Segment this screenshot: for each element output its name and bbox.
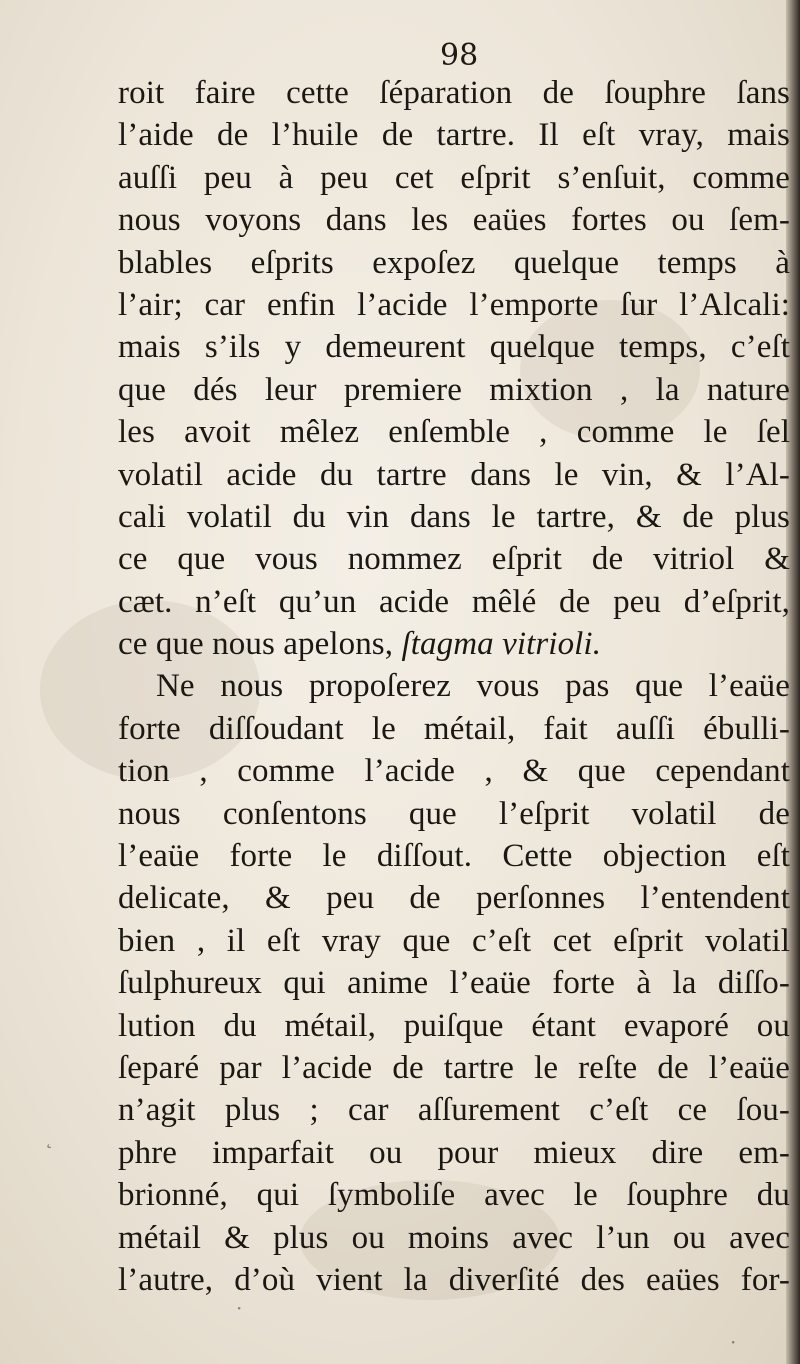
text-body — [118, 72, 790, 1301]
paragraph-first-line: Ne nous propoſerez vous pas que l’eaüe — [156, 668, 790, 705]
text-line: n’agit plus ; car aſſurement c’eſt ce ſou- — [118, 1092, 790, 1129]
text-line: delicate, & peu de perſonnes l’entendent — [118, 880, 790, 917]
text-line-prefix: ce que nous apelons, — [118, 626, 402, 663]
text-line: ſulphureux qui anime l’eaüe forte à la diſſo- — [118, 965, 790, 1002]
text-line: nous voyons dans les eaües fortes ou ſem- — [118, 202, 790, 239]
text-line: auſſi peu à peu cet eſprit s’enſuit, comme — [118, 159, 790, 196]
text-line: l’air; car enfin l’acide l’emporte ſur l’Alcali: — [118, 286, 790, 323]
text-line: l’aide de l’huile de tartre. Il eſt vray, mais — [118, 117, 790, 154]
text-line: les avoit mêlez enſemble , comme le ſel — [118, 414, 790, 451]
ink-speck: · — [730, 1330, 737, 1354]
text-line: l’autre, d’où vient la diverſité des eaües for- — [118, 1261, 790, 1298]
text-line: phre imparfait ou pour mieux dire em- — [118, 1134, 790, 1171]
text-line: l’eaüe forte le diſſout. Cette objection eſt — [118, 838, 790, 875]
latin-term: ſtagma vitrioli. — [401, 626, 602, 663]
text-line: mais s’ils y demeurent quelque temps, c’eſt — [118, 329, 790, 366]
text-line: tion , comme l’acide , & que cependant — [118, 753, 790, 790]
text-line: cæt. n’eſt qu’un acide mêlé de peu d’eſprit, — [118, 583, 790, 620]
text-line: que dés leur premiere mixtion , la nature — [118, 371, 790, 408]
text-line: roit faire cette ſéparation de ſouphre ſans — [118, 75, 790, 111]
text-line: métail & plus ou moins avec l’un ou avec — [118, 1219, 790, 1256]
ink-speck: · — [236, 1296, 243, 1320]
text-line: brionné, qui ſymboliſe avec le ſouphre du — [118, 1177, 790, 1214]
text-line: ce que vous nommez eſprit de vitriol & — [118, 541, 790, 578]
text-line: nous conſentons que l’eſprit volatil de — [118, 795, 790, 832]
text-line: lution du métail, puiſque étant evaporé ou — [118, 1007, 790, 1044]
page-number: 98 — [440, 38, 479, 73]
text-line: blables eſprits expoſez quelque temps à — [118, 244, 790, 281]
text-line: volatil acide du tartre dans le vin, & l’Al- — [118, 456, 790, 493]
text-line: cali volatil du vin dans le tartre, & de plus — [118, 498, 790, 535]
ink-speck: ˛ — [44, 1125, 54, 1149]
text-line: bien , il eſt vray que c’eſt cet eſprit volatil — [118, 922, 790, 959]
text-line: ſeparé par l’acide de tartre le reſte de l’eaüe — [118, 1049, 790, 1086]
text-line — [118, 623, 790, 665]
text-line: forte diſſoudant le métail, fait auſſi ébulli- — [118, 710, 790, 747]
